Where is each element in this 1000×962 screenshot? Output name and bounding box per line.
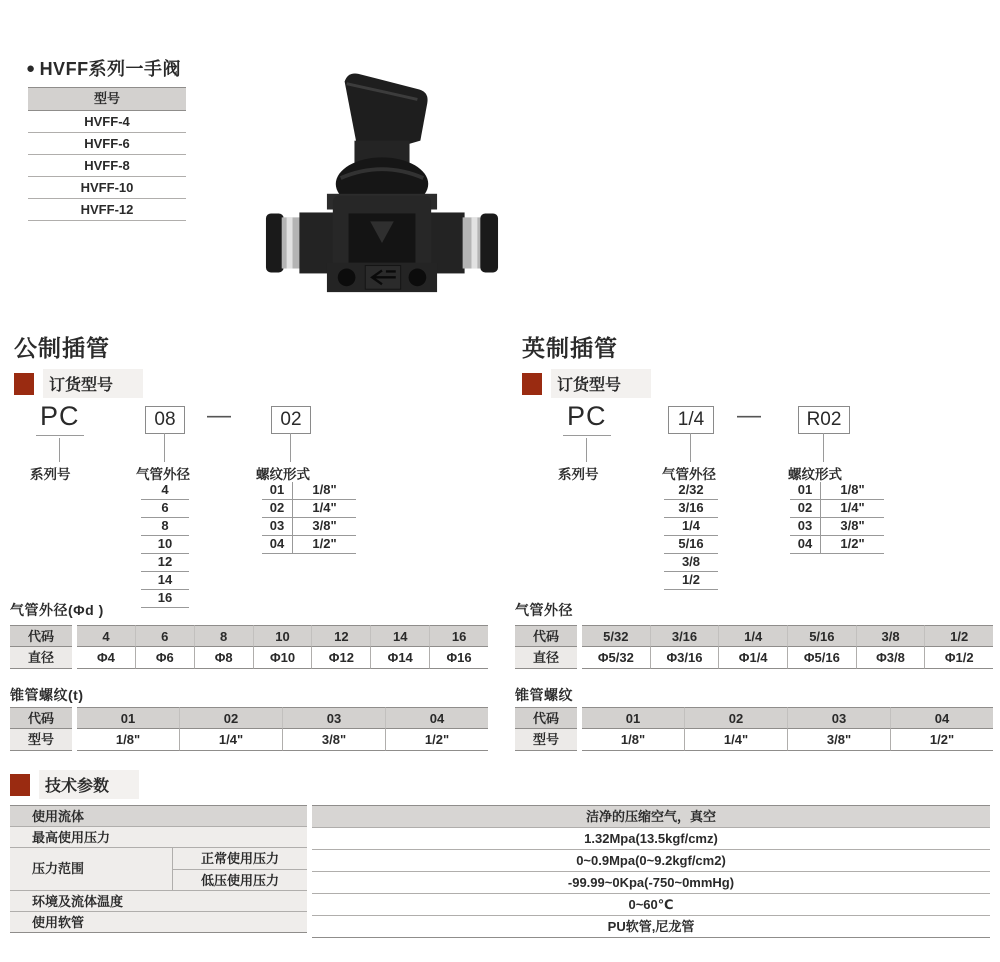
imperial-code-series: PC [563, 401, 611, 436]
mount-hole [409, 269, 427, 287]
left-endcap [266, 213, 284, 272]
list-item: 1/2 [664, 572, 718, 590]
list-item: 1/4 [664, 518, 718, 536]
imperial-thread-label: 螺纹形式 [788, 467, 842, 482]
table-row: HVFF-8 [28, 155, 186, 177]
metric-od-table [10, 625, 488, 669]
table-row: 代码 5/32 3/16 1/4 5/16 3/8 1/2 [515, 625, 993, 647]
list-item: 03 3/8" [790, 518, 884, 536]
list-item: 14 [141, 572, 189, 590]
list-item: 3/16 [664, 500, 718, 518]
list-item: 10 [141, 536, 189, 554]
list-item: 3/8 [664, 554, 718, 572]
connector-line [59, 438, 60, 462]
normal-pressure-label: 正常使用压力 [173, 848, 307, 870]
metric-od-options [141, 482, 189, 608]
list-item: 04 1/2" [790, 536, 884, 554]
table-row: HVFF-10 [28, 177, 186, 199]
list-item: 04 1/2" [262, 536, 356, 554]
metric-thread-label: 螺纹形式 [256, 467, 310, 482]
table-row: 代码 01 02 03 04 [10, 707, 488, 729]
metric-order-tag [14, 369, 143, 398]
order-label: 订货型号 [43, 369, 143, 398]
imperial-od-options [664, 482, 718, 590]
hose-value: PU软管,尼龙管 [312, 916, 990, 938]
connector-line [690, 433, 691, 462]
imperial-series-label: 系列号 [558, 467, 599, 482]
red-square-icon [522, 373, 542, 395]
connector-line [164, 433, 165, 462]
list-item: 01 1/8" [262, 482, 356, 500]
list-item: 03 3/8" [262, 518, 356, 536]
imperial-thread-table-title: 锥管螺纹 [515, 687, 573, 703]
metric-section-title: 公制插管 [14, 335, 110, 361]
table-row: 直径 Φ4 Φ6 Φ8 Φ10 Φ12 Φ14 Φ16 [10, 647, 488, 669]
list-item: 8 [141, 518, 189, 536]
metric-code-od: 08 [145, 406, 185, 434]
table-row: 最高使用压力 [10, 827, 307, 848]
list-item: 4 [141, 482, 189, 500]
metric-code-thread: 02 [271, 406, 311, 434]
imperial-code-dash: — [737, 402, 761, 429]
normal-pressure-value: 0~0.9Mpa(0~9.2kgf/cm2) [312, 850, 990, 872]
connector-line [823, 433, 824, 462]
list-item: 16 [141, 590, 189, 608]
imperial-code-od: 1/4 [668, 406, 714, 434]
imperial-section-title: 英制插管 [522, 335, 618, 361]
model-table [28, 87, 186, 221]
table-row: HVFF-6 [28, 133, 186, 155]
table-row: HVFF-4 [28, 111, 186, 133]
metric-code-dash: — [207, 402, 231, 429]
metric-series-label: 系列号 [30, 467, 71, 482]
list-item: 2/32 [664, 482, 718, 500]
model-table-header: 型号 [28, 87, 186, 111]
imperial-code-thread: R02 [798, 406, 850, 434]
imperial-od-label: 气管外径 [662, 467, 716, 482]
table-row: 使用流体 [10, 806, 307, 827]
table-row: HVFF-12 [28, 199, 186, 221]
list-item: 02 1/4" [790, 500, 884, 518]
bullet-icon: ● [26, 59, 36, 77]
right-endcap [480, 213, 498, 272]
page-title [26, 55, 181, 81]
range-label: 压力范围 [10, 848, 173, 890]
metric-od-table-title: 气管外径(Φd ) [10, 602, 104, 618]
tech-section-tag [10, 770, 139, 799]
product-photo [264, 64, 500, 298]
table-row: 型号 1/8" 1/4" 3/8" 1/2" [10, 729, 488, 751]
metric-thread-table [10, 707, 488, 751]
imperial-order-tag [522, 369, 651, 398]
temperature-value: 0~60℃ [312, 894, 990, 916]
list-item: 01 1/8" [790, 482, 884, 500]
list-item: 12 [141, 554, 189, 572]
table-row: 型号 1/8" 1/4" 3/8" 1/2" [515, 729, 993, 751]
metric-code-series: PC [36, 401, 84, 436]
low-pressure-value: -99.99~0Kpa(-750~0mmHg) [312, 872, 990, 894]
imperial-thread-options [790, 482, 884, 554]
max-pressure-value: 1.32Mpa(13.5kgf/cmz) [312, 828, 990, 850]
metric-thread-options [262, 482, 356, 554]
tech-table-labels [10, 805, 307, 933]
red-square-icon [14, 373, 34, 395]
table-row: 代码 4 6 8 10 12 14 16 [10, 625, 488, 647]
low-pressure-label: 低压使用压力 [200, 873, 279, 888]
connector-line [586, 438, 587, 462]
tech-section-label: 技术参数 [39, 770, 139, 799]
table-row: 代码 01 02 03 04 [515, 707, 993, 729]
red-square-icon [10, 774, 30, 796]
table-row: 使用软管 [10, 912, 307, 933]
fluid-value: 洁净的压缩空气，真空 [312, 806, 990, 828]
list-item: 5/16 [664, 536, 718, 554]
table-row: 直径 Φ5/32 Φ3/16 Φ1/4 Φ5/16 Φ3/8 Φ1/2 [515, 647, 993, 669]
metric-thread-table-title: 锥管螺纹(t) [10, 687, 84, 703]
mount-hole [338, 269, 356, 287]
list-item: 02 1/4" [262, 500, 356, 518]
table-row: 环境及流体温度 [10, 891, 307, 912]
tech-table-values [312, 805, 990, 938]
page-title-text: HVFF系列一手阀 [39, 59, 182, 79]
table-row [10, 848, 307, 891]
imperial-od-table-title: 气管外径 [515, 602, 573, 618]
imperial-od-table [515, 625, 993, 669]
imperial-thread-table [515, 707, 993, 751]
connector-line [290, 433, 291, 462]
metric-od-label: 气管外径 [136, 467, 190, 482]
order-label: 订货型号 [551, 369, 651, 398]
list-item: 6 [141, 500, 189, 518]
